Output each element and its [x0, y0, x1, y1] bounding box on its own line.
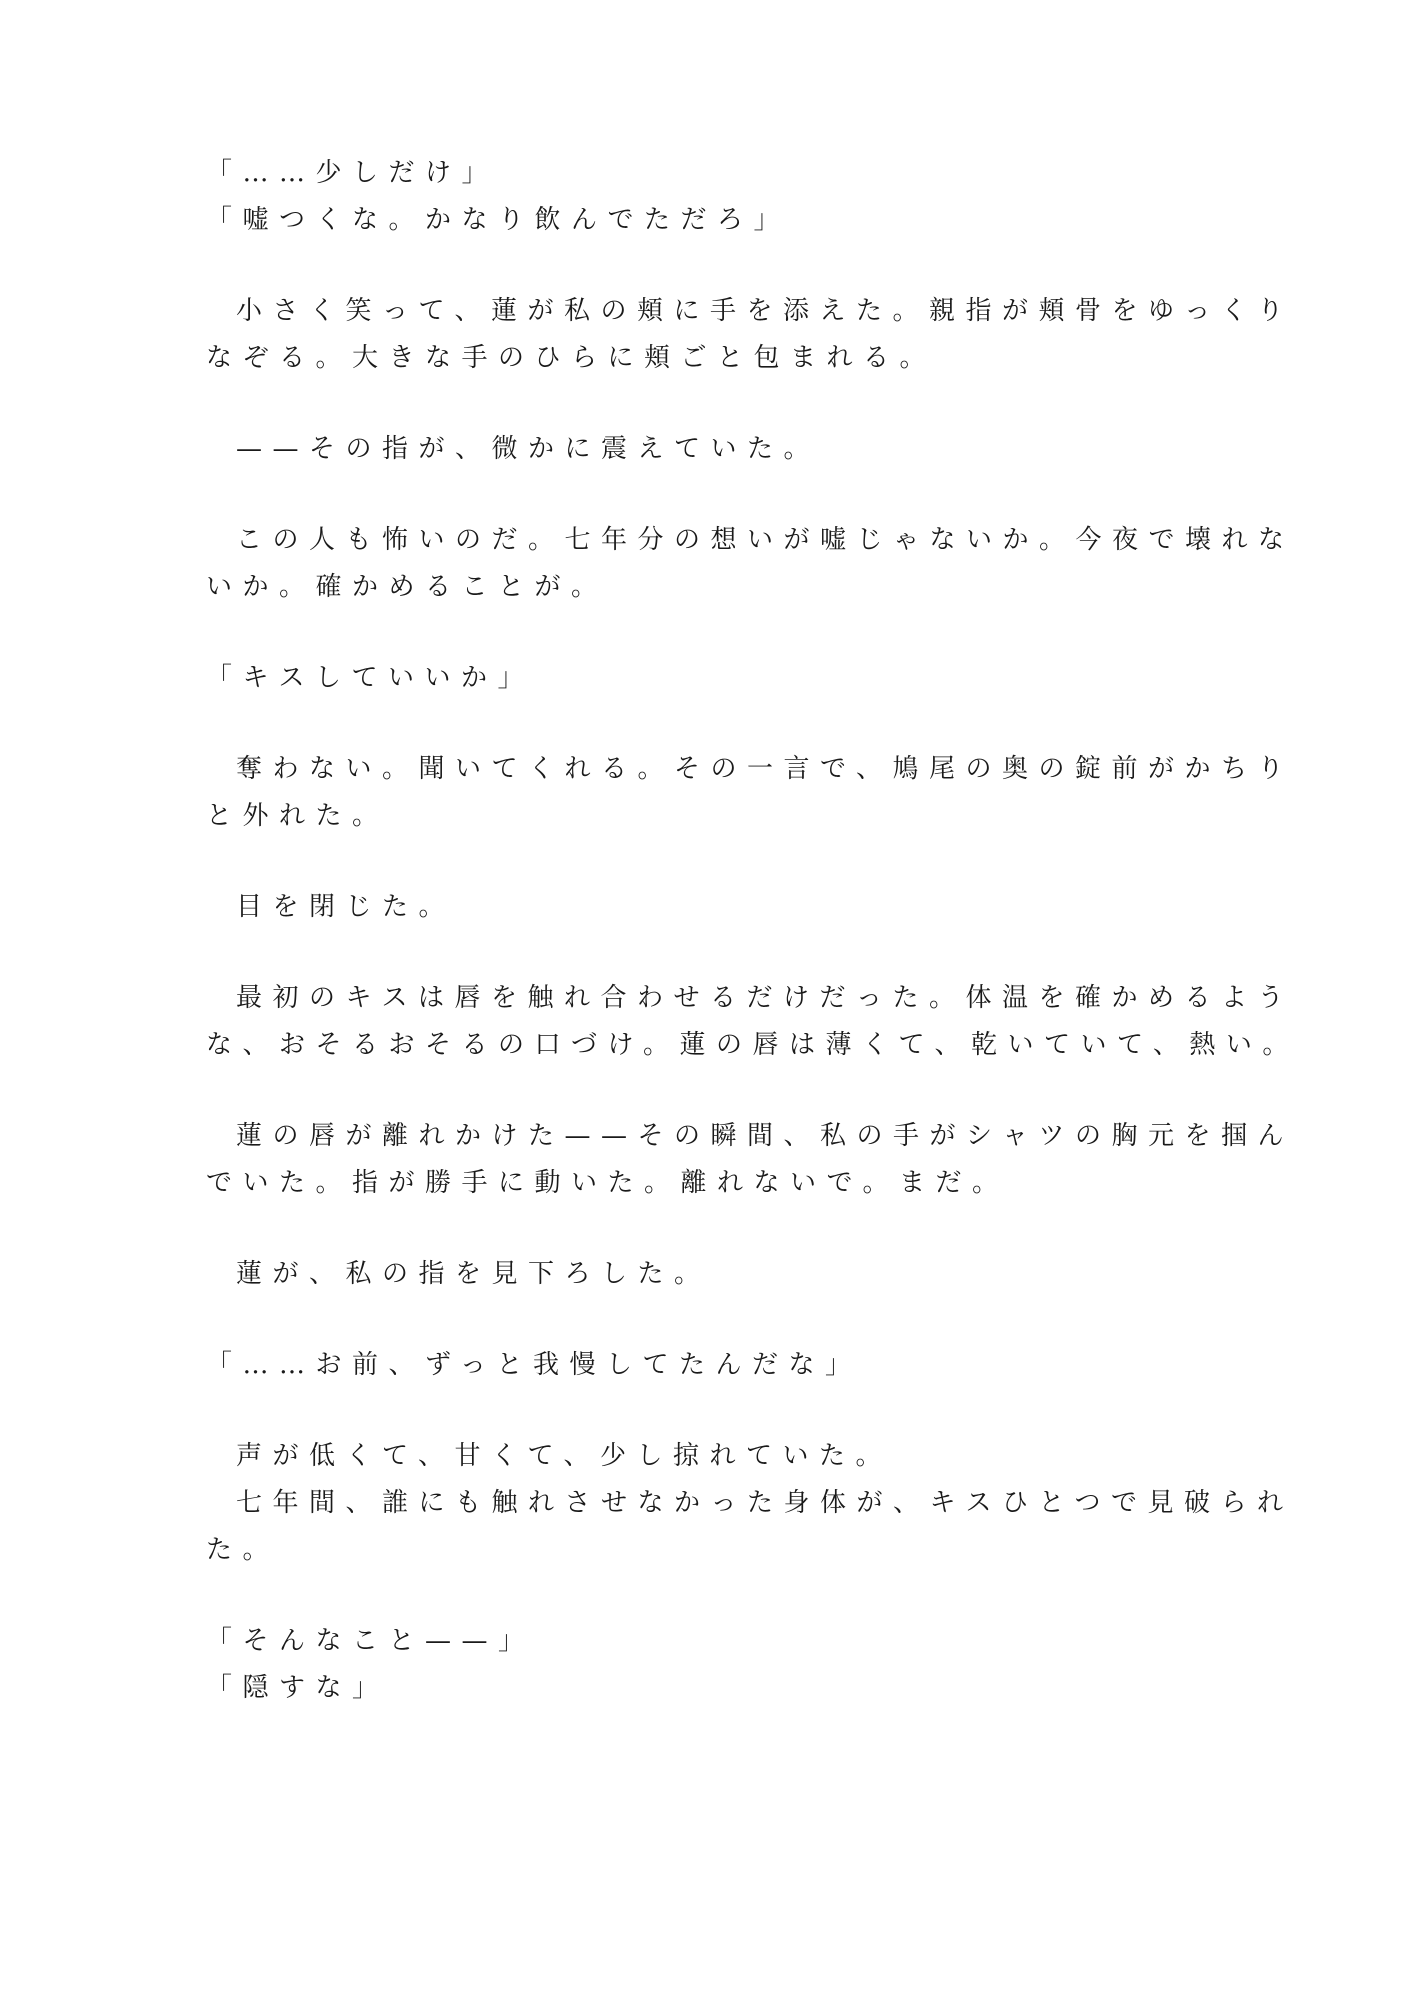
text-line: 「嘘つくな。かなり飲んでただろ」	[206, 205, 791, 235]
text-line: なぞる。大きな手のひらに頬ごと包まれる。	[206, 343, 937, 373]
text-line: 目を閉じた。	[236, 892, 456, 922]
text-line: た。	[206, 1535, 280, 1565]
text-line: ——その指が、微かに震えていた。	[236, 434, 821, 464]
text-line: 蓮の唇が離れかけた——その瞬間、私の手がシャツの胸元を掴ん	[236, 1121, 1294, 1151]
text-line: 「……お前、ずっと我慢してたんだな」	[206, 1350, 862, 1380]
paragraph-gap	[206, 840, 1206, 884]
text-line: 声が低くて、甘くて、少し掠れていた。	[236, 1441, 892, 1471]
paragraph-gap	[206, 382, 1206, 426]
paragraph-gap	[206, 244, 1206, 288]
paragraph-gap	[206, 931, 1206, 975]
text-line: 「隠すな」	[206, 1673, 389, 1703]
text-line: この人も怖いのだ。七年分の想いが嘘じゃないか。今夜で壊れな	[236, 525, 1295, 555]
text-line: と外れた。	[206, 801, 389, 831]
text-line: 最初のキスは唇を触れ合わせるだけだった。体温を確かめるよう	[236, 983, 1294, 1013]
text-line: 小さく笑って、蓮が私の頬に手を添えた。親指が頬骨をゆっくり	[236, 296, 1294, 326]
text-line: 「……少しだけ」	[206, 158, 499, 188]
text-line: 「キスしていいか」	[206, 663, 534, 693]
text-line: 蓮が、私の指を見下ろした。	[236, 1259, 711, 1289]
text-line: 七年間、誰にも触れさせなかった身体が、キスひとつで見破られ	[236, 1488, 1294, 1518]
paragraph-gap	[206, 702, 1206, 746]
text-line: 「そんなこと——」	[206, 1626, 535, 1656]
paragraph-gap	[206, 1574, 1206, 1618]
paragraph-gap	[206, 1389, 1206, 1433]
text-line: でいた。指が勝手に動いた。離れないで。まだ。	[206, 1168, 1009, 1198]
text-line: 奪わない。聞いてくれる。その一言で、鳩尾の奥の錠前がかちり	[236, 754, 1294, 784]
paragraph-gap	[206, 473, 1206, 517]
paragraph-gap	[206, 1298, 1206, 1342]
text-line: いか。確かめることが。	[206, 572, 608, 602]
paragraph-gap	[206, 611, 1206, 655]
text-line: な、おそるおそるの口づけ。蓮の唇は薄くて、乾いていて、熱い。	[206, 1030, 1299, 1060]
body-text	[206, 150, 1299, 1712]
paragraph-gap	[206, 1207, 1206, 1251]
paragraph-gap	[206, 1069, 1206, 1113]
